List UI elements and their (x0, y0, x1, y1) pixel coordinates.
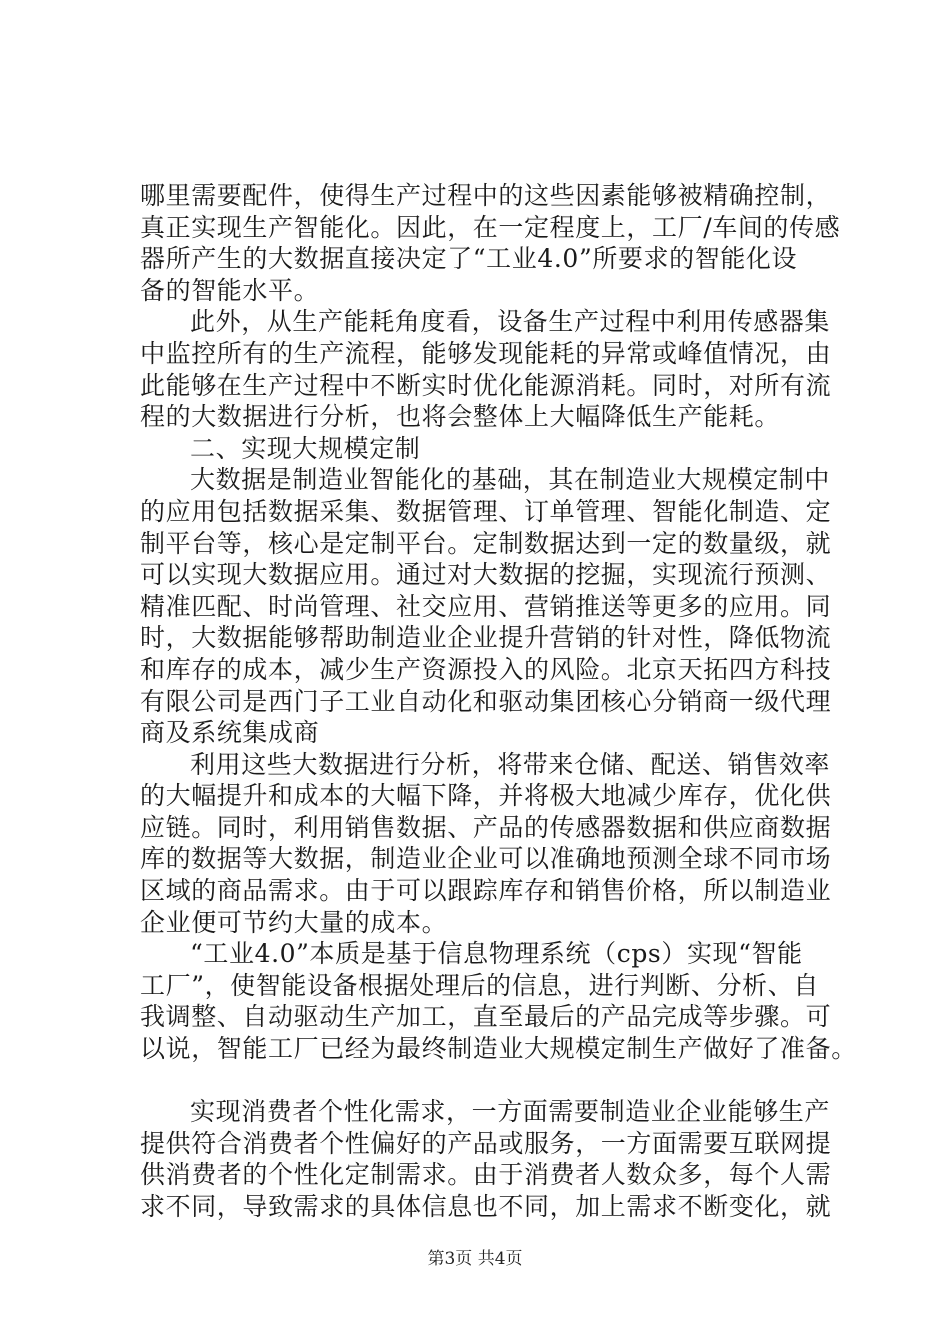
text-line: 可以实现大数据应用。通过对大数据的挖掘，实现流行预测、 (140, 560, 832, 590)
text-line: 真正实现生产智能化。因此，在一定程度上，工厂/车间的传感 (140, 212, 841, 242)
text-line: 商及系统集成商 (140, 718, 320, 748)
document-body (140, 180, 857, 1223)
text-line: 精准匹配、时尚管理、社交应用、营销推送等更多的应用。同 (140, 591, 832, 621)
text-line: 有限公司是西门子工业自动化和驱动集团核心分销商一级代理 (140, 686, 832, 716)
text-line: 供消费者的个性化定制需求。由于消费者人数众多，每个人需 (140, 1160, 832, 1190)
text-line: 和库存的成本，减少生产资源投入的风险。北京天拓四方科技 (140, 654, 832, 684)
text-line: 企业便可节约大量的成本。 (140, 907, 448, 937)
text-line: 制平台等，核心是定制平台。定制数据达到一定的数量级，就 (140, 528, 832, 558)
text-line: 时，大数据能够帮助制造业企业提升营销的针对性，降低物流 (140, 623, 832, 653)
text-line: 工厂”，使智能设备根据处理后的信息，进行判断、分析、自 (140, 970, 819, 1000)
text-line: 应链。同时，利用销售数据、产品的传感器数据和供应商数据 (140, 812, 832, 842)
text-line: 程的大数据进行分析，也将会整体上大幅降低生产能耗。 (140, 402, 781, 432)
blank-line (140, 1065, 840, 1097)
text-line: 求不同，导致需求的具体信息也不同，加上需求不断变化，就 (140, 1192, 832, 1221)
page-footer: 第3页 共4页 (427, 1249, 523, 1269)
text-line: 此能够在生产过程中不断实时优化能源消耗。同时，对所有流 (140, 370, 832, 400)
text-line: 大数据是制造业智能化的基础，其在制造业大规模定制中 (190, 465, 831, 495)
text-line: 的大幅提升和成本的大幅下降，并将极大地减少库存，优化供 (140, 781, 832, 811)
text-line: 利用这些大数据进行分析，将带来仓储、配送、销售效率 (190, 749, 831, 779)
section-heading: 二、实现大规模定制 (190, 433, 421, 463)
text-line: “工业4.0”本质是基于信息物理系统（cps）实现“智能 (190, 939, 803, 969)
text-line: 中监控所有的生产流程，能够发现能耗的异常或峰值情况，由 (140, 338, 832, 368)
text-line: 实现消费者个性化需求，一方面需要制造业企业能够生产 (190, 1097, 831, 1127)
text-line: 我调整、自动驱动生产加工，直至最后的产品完成等步骤。可 (140, 1002, 832, 1032)
text-line: 器所产生的大数据直接决定了“工业4.0”所要求的智能化设 (140, 244, 798, 274)
text-line: 提供符合消费者个性偏好的产品或服务，一方面需要互联网提 (140, 1128, 832, 1158)
text-line: 区域的商品需求。由于可以跟踪库存和销售价格，所以制造业 (140, 876, 832, 906)
text-line: 哪里需要配件，使得生产过程中的这些因素能够被精确控制， (140, 181, 832, 210)
text-line: 库的数据等大数据，制造业企业可以准确地预测全球不同市场 (140, 844, 832, 874)
text-line: 此外，从生产能耗角度看，设备生产过程中利用传感器集 (190, 307, 831, 337)
text-line: 以说，智能工厂已经为最终制造业大规模定制生产做好了准备。 (140, 1034, 857, 1064)
text-line: 的应用包括数据采集、数据管理、订单管理、智能化制造、定 (140, 496, 832, 526)
text-line: 备的智能水平。 (140, 275, 320, 305)
